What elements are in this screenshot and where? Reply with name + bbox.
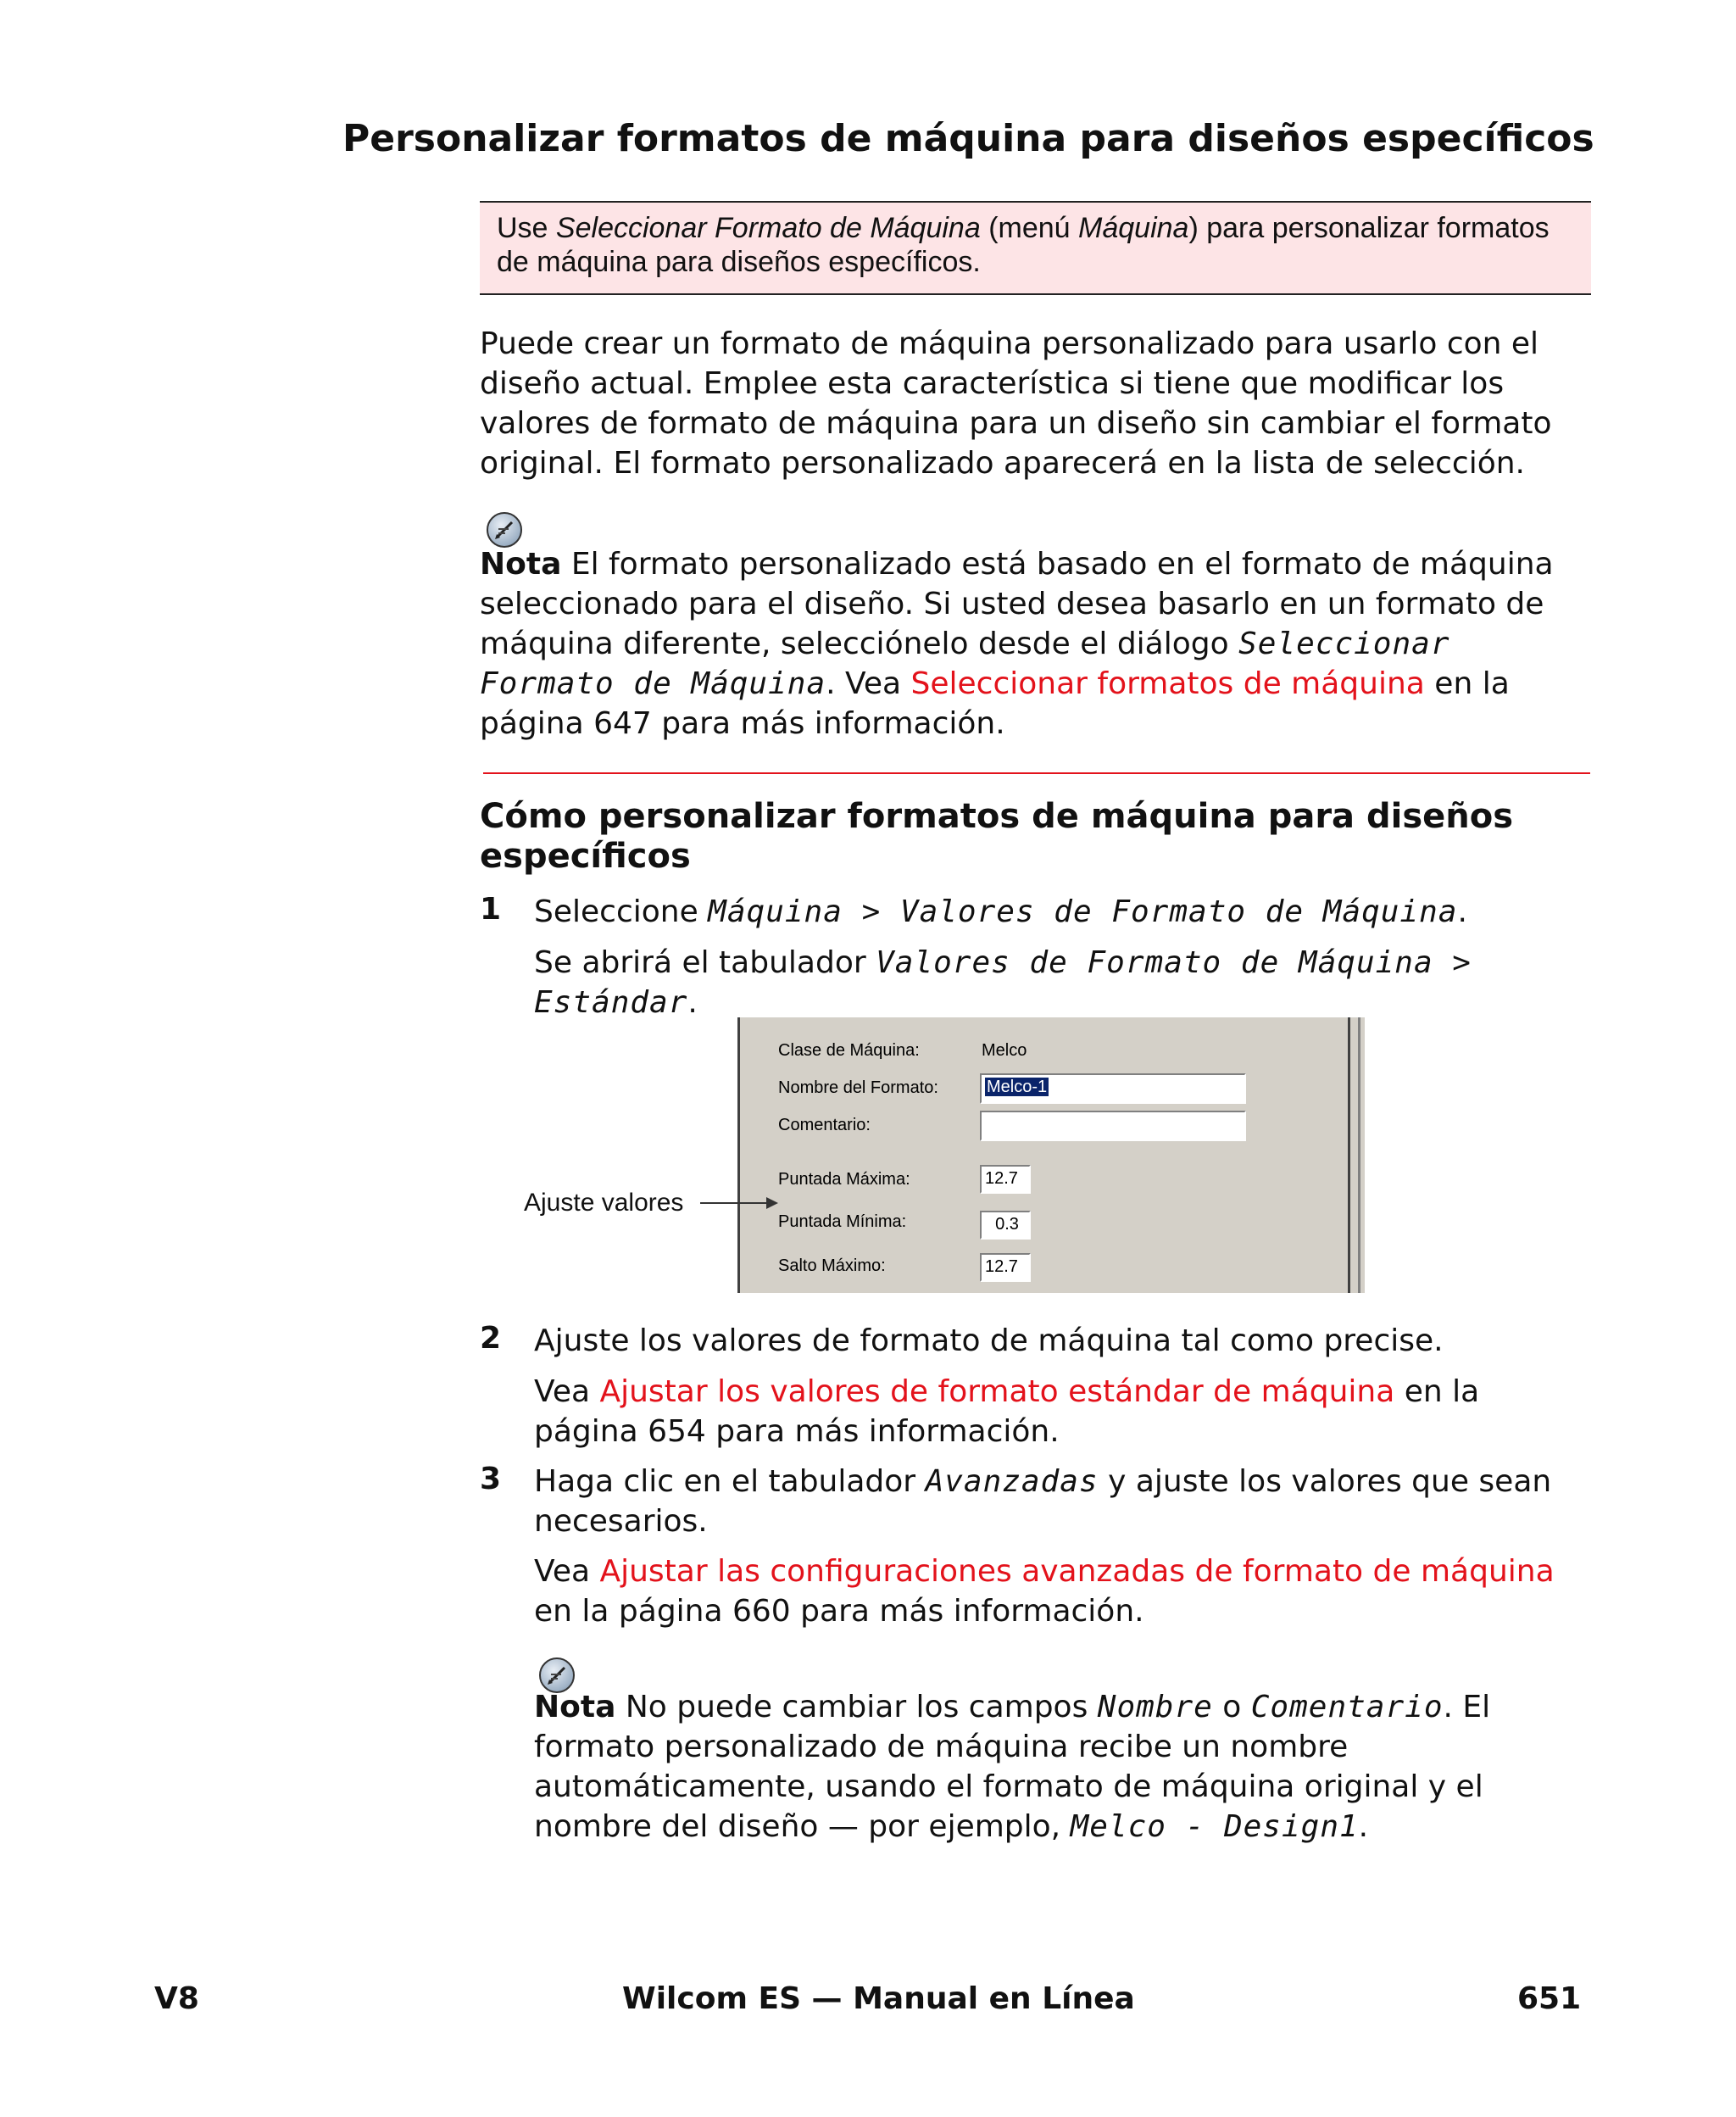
note-text: El formato personalizado está basado en el formato de máquina seleccionado para el diseño. Si usted desea basarlo en un formato de máquina diferente, selecciónelo desde el diálogo	[480, 547, 1554, 661]
tab-path: Valores de Formato de Máquina > Estándar	[534, 945, 1472, 1020]
step-text-part: Haga clic en el tabulador	[534, 1464, 926, 1499]
min-stitch-label: Puntada Mínima:	[778, 1212, 907, 1231]
step-text-part: en la página 660 para más información.	[534, 1594, 1144, 1629]
summary-mid: (menú	[980, 212, 1079, 244]
comment-field[interactable]	[980, 1111, 1246, 1141]
footer-version: V8	[154, 1981, 199, 2016]
note-text: No puede cambiar los campos	[615, 1690, 1098, 1724]
note-2	[534, 1687, 1594, 1847]
max-jump-label: Salto Máximo:	[778, 1256, 886, 1275]
dialog-divider	[1348, 1017, 1350, 1293]
section-divider	[483, 772, 1590, 774]
step-text-part: Vea	[534, 1374, 600, 1409]
format-name-field[interactable]	[980, 1073, 1246, 1104]
dialog-left-edge	[737, 1017, 740, 1293]
step-1-result	[534, 943, 1577, 1022]
note-text: en la página 647 para más información.	[480, 666, 1510, 741]
max-jump-field[interactable]: 12.7	[980, 1253, 1031, 1282]
link-advanced-settings[interactable]: Ajustar las configuraciones avanzadas de formato de máquina	[599, 1554, 1555, 1589]
summary-box	[480, 201, 1591, 295]
intro-paragraph: Puede crear un formato de máquina personalizado para usarlo con el diseño actual. Emplee esta característica si tiene que modificar los valores de formato de máquina para un diseño sin cambiar el formato original. El formato personalizado aparecerá en la lista de selección.	[480, 326, 1552, 481]
field-name: Nombre	[1097, 1690, 1213, 1724]
comment-label: Comentario:	[778, 1116, 871, 1134]
step-3-see	[534, 1552, 1577, 1631]
note-icon	[487, 512, 522, 548]
footer-manual-title: Wilcom ES — Manual en Línea	[622, 1981, 1135, 2016]
machine-class-value: Melco	[982, 1041, 1027, 1060]
callout-arrowhead	[766, 1197, 778, 1209]
example-name: Melco - Design1	[1070, 1809, 1359, 1844]
step-text-part: Seleccione	[534, 894, 709, 929]
step-text-part: Vea	[534, 1554, 600, 1589]
format-name-label: Nombre del Formato:	[778, 1078, 938, 1097]
step-number: 2	[480, 1321, 502, 1356]
tab-name: Avanzadas	[925, 1464, 1099, 1499]
page-title: Personalizar formatos de máquina para diseños específicos	[342, 117, 1594, 160]
step-2-text: Ajuste los valores de formato de máquina tal como precise.	[534, 1323, 1444, 1358]
note-text: . El formato personalizado de máquina recibe un nombre automáticamente, usando el formato de máquina original y el nombre del diseño — por ejemplo,	[534, 1690, 1491, 1844]
note-text: .	[1358, 1809, 1369, 1844]
note-label: Nota	[534, 1690, 616, 1724]
machine-format-dialog	[737, 1017, 1365, 1293]
summary-command: Seleccionar Formato de Máquina	[555, 212, 981, 244]
footer-page-number: 651	[1517, 1981, 1582, 2016]
note-dialog-name: Seleccionar Formato de Máquina	[480, 627, 1450, 701]
field-name: Comentario	[1250, 1690, 1444, 1724]
format-name-value: Melco-1	[987, 1078, 1048, 1096]
step-text-part: .	[687, 985, 698, 1020]
max-stitch-label: Puntada Máxima:	[778, 1170, 910, 1189]
max-stitch-field[interactable]: 12.7	[980, 1165, 1031, 1194]
dialog-divider	[1358, 1017, 1360, 1293]
note-1	[480, 544, 1599, 744]
step-number: 3	[480, 1462, 502, 1496]
link-standard-values[interactable]: Ajustar los valores de formato estándar de máquina	[599, 1374, 1395, 1409]
section-heading: Cómo personalizar formatos de máquina para diseños específicos	[480, 797, 1514, 876]
summary-post: ) para personalizar formatos de máquina para diseños específicos.	[497, 212, 1550, 278]
min-stitch-field[interactable]: 0.3	[980, 1211, 1031, 1240]
step-text-part: en la página 654 para más información.	[534, 1374, 1480, 1449]
machine-class-label: Clase de Máquina:	[778, 1041, 920, 1060]
summary-pre: Use	[497, 212, 556, 244]
step-text-part: .	[1457, 894, 1467, 929]
callout-arrow	[700, 1202, 776, 1204]
step-1-text	[534, 892, 1577, 932]
step-number: 1	[480, 892, 502, 927]
summary-menu: Máquina	[1078, 212, 1189, 244]
note-text: o	[1212, 1690, 1251, 1724]
note-label: Nota	[480, 547, 562, 582]
step-2-see	[534, 1372, 1577, 1451]
step-text-part: Se abrirá el tabulador	[534, 945, 876, 980]
link-select-formats[interactable]: Seleccionar formatos de máquina	[910, 666, 1425, 701]
menu-path: Máquina > Valores de Formato de Máquina	[708, 894, 1458, 929]
step-text-part: y ajuste los valores que sean necesarios.	[534, 1464, 1552, 1539]
callout-label: Ajuste valores	[524, 1189, 684, 1217]
step-3-text	[534, 1462, 1577, 1541]
note-text: . Vea	[826, 666, 911, 701]
